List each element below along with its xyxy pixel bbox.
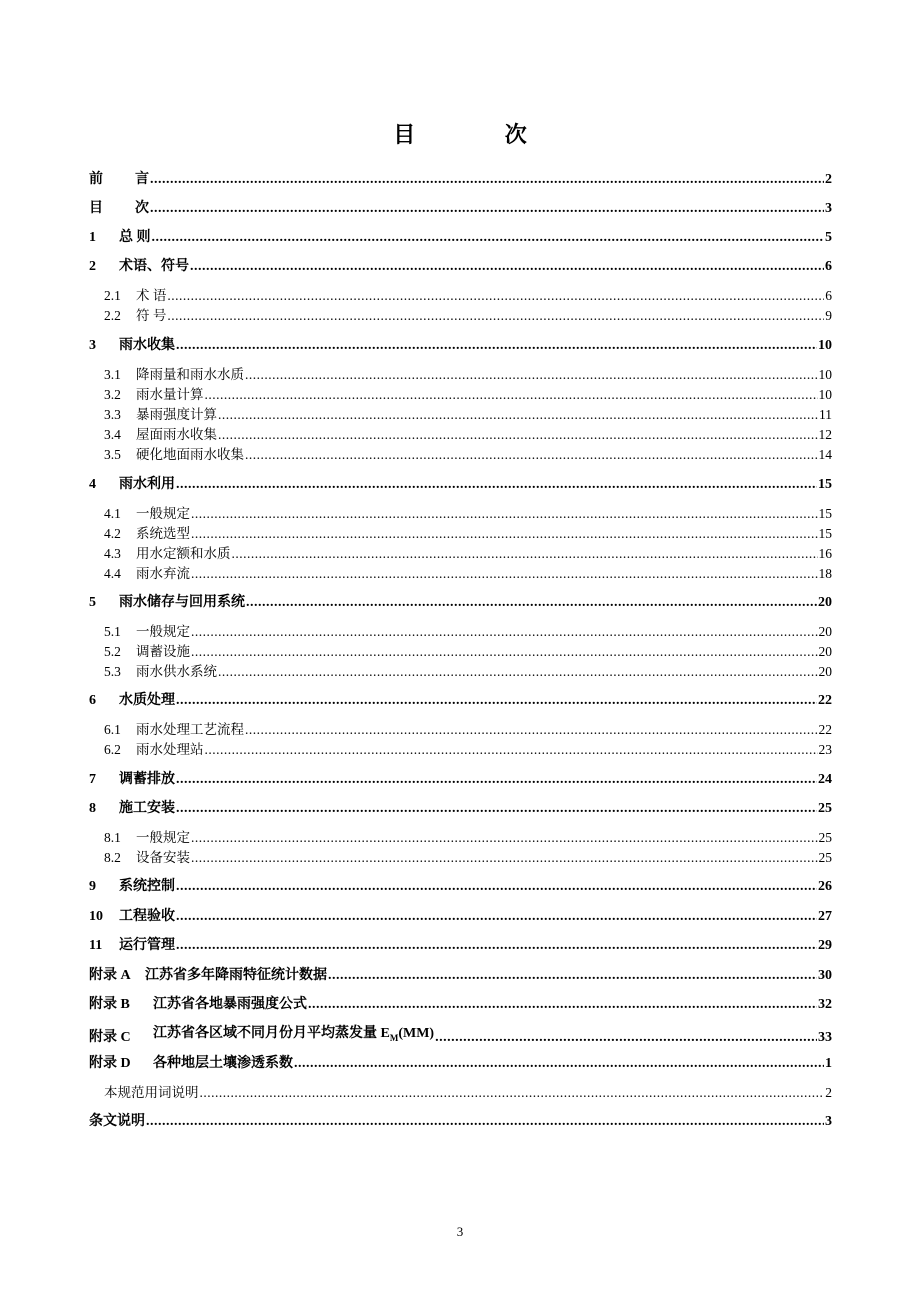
leader-dots: [294, 1055, 824, 1073]
leader-dots: [232, 545, 818, 563]
toc-entry[interactable]: [104, 406, 832, 424]
toc-entry[interactable]: [89, 200, 832, 218]
toc-entry-label: 言: [135, 172, 149, 187]
toc-entry-number: 附录 A: [89, 968, 131, 983]
toc-entry-number: 9: [89, 879, 96, 894]
leader-dots: [191, 525, 818, 543]
toc-entry-page: 12: [818, 427, 832, 442]
toc-entry-label: 次: [135, 201, 149, 216]
leader-dots: [205, 386, 818, 404]
toc-entry[interactable]: [104, 287, 832, 305]
toc-entry[interactable]: [89, 996, 832, 1014]
toc-entry-label: 雨水处理站: [136, 742, 204, 757]
toc-entry-label: 雨水处理工艺流程: [136, 722, 244, 737]
toc-entry-number: 2: [89, 259, 96, 274]
leader-dots: [190, 258, 824, 276]
leader-dots: [218, 406, 818, 424]
toc-entry-page: 20: [818, 595, 832, 610]
toc-entry-number: 5.2: [104, 644, 121, 659]
toc-entry-label: 系统控制: [119, 879, 175, 894]
toc-entry[interactable]: [104, 525, 832, 543]
toc-entry-label: 工程验收: [119, 909, 175, 924]
leader-dots: [152, 229, 825, 247]
toc-entry-page: 9: [825, 308, 832, 323]
toc-entry-label: 江苏省多年降雨特征统计数据: [145, 968, 327, 983]
toc-entry-label: 调蓄设施: [136, 644, 190, 659]
toc-entry-label: 硬化地面雨水收集: [136, 447, 244, 462]
toc-entry-page: 24: [818, 772, 832, 787]
toc-entry[interactable]: [104, 426, 832, 444]
toc-entry-page: 29: [818, 938, 832, 953]
toc-entry-label: 雨水储存与回用系统: [119, 595, 245, 610]
toc-entry-number: 4.1: [104, 506, 121, 521]
toc-entry-page: 25: [818, 850, 832, 865]
leader-dots: [205, 741, 818, 759]
leader-dots: [176, 692, 817, 710]
toc-entry-number: 3.1: [104, 367, 121, 382]
toc-entry[interactable]: [104, 721, 832, 739]
page-title: 目 次: [393, 122, 569, 147]
toc-entry-label: 术 语: [136, 288, 167, 303]
toc-entry-page: 20: [818, 624, 832, 639]
toc-entry-page: 25: [818, 830, 832, 845]
toc-entry-number: 1: [89, 230, 96, 245]
toc-entry[interactable]: [89, 800, 832, 818]
toc-entry-number: 3.3: [104, 407, 121, 422]
toc-entry-label: 设备安装: [136, 850, 190, 865]
toc-entry-number: 3.2: [104, 387, 121, 402]
toc-entry[interactable]: [104, 505, 832, 523]
toc-entry-number: 4.2: [104, 526, 121, 541]
toc-entry-number: 11: [89, 938, 103, 953]
toc-entry-page: 23: [818, 742, 832, 757]
leader-dots: [150, 171, 824, 189]
toc-entry[interactable]: [89, 771, 832, 789]
toc-entry-page: 30: [818, 968, 832, 983]
toc-entry-number: 2.2: [104, 308, 121, 323]
toc-entry-number: 8: [89, 801, 96, 816]
leader-dots: [150, 200, 824, 218]
toc-entry[interactable]: [89, 1025, 832, 1047]
toc-entry[interactable]: [104, 829, 832, 847]
toc-entry[interactable]: [104, 623, 832, 641]
leader-dots: [328, 967, 817, 985]
leader-dots: [245, 721, 818, 739]
toc-entry-label: 一般规定: [136, 506, 190, 521]
toc-entry[interactable]: [89, 692, 832, 710]
toc-entry-label: 水质处理: [119, 693, 175, 708]
toc-entry-page: 10: [818, 338, 832, 353]
toc-entry[interactable]: [104, 849, 832, 867]
toc-entry-label: 暴雨强度计算: [136, 407, 217, 422]
toc-entry[interactable]: [89, 1113, 832, 1131]
toc-entry-label: 江苏省各区域不同月份月平均蒸发量 $E_M(MM)$: [153, 1026, 435, 1043]
toc-entry-number: 3.5: [104, 447, 121, 462]
toc-entry-number: 附录 B: [89, 997, 130, 1012]
toc-entry[interactable]: [104, 307, 832, 325]
toc-entry-page: 33: [818, 1029, 832, 1045]
leader-dots: [435, 1029, 817, 1047]
leader-dots: [200, 1084, 825, 1102]
toc-entry-number: 5.3: [104, 664, 121, 679]
toc-entry-page: 16: [818, 546, 832, 561]
toc-entry-label: 术语、符号: [119, 259, 189, 274]
toc-entry-label: 一般规定: [136, 830, 190, 845]
leader-dots: [176, 337, 817, 355]
toc-entry-page: 5: [825, 230, 832, 245]
toc-entry-label: 雨水弃流: [136, 566, 190, 581]
toc-entry-page: 20: [818, 644, 832, 659]
toc-entry[interactable]: [89, 1055, 832, 1073]
toc-entry-page: 14: [818, 447, 832, 462]
toc-entry-number: 3: [89, 338, 96, 353]
leader-dots: [191, 565, 818, 583]
leader-dots: [176, 800, 817, 818]
toc-entry-number: 4.4: [104, 566, 121, 581]
leader-dots: [218, 426, 818, 444]
toc-entry-number: 8.1: [104, 830, 121, 845]
leader-dots: [191, 849, 818, 867]
toc-entry-label: 系统选型: [136, 526, 190, 541]
leader-dots: [308, 996, 817, 1014]
leader-dots: [167, 307, 824, 325]
toc-entry-number: 6.1: [104, 722, 121, 737]
toc-entry[interactable]: [89, 594, 832, 612]
leader-dots: [176, 908, 817, 926]
toc-entry[interactable]: [89, 337, 832, 355]
toc-entry-label: 屋面雨水收集: [136, 427, 217, 442]
toc-entry-page: 32: [818, 997, 832, 1012]
toc-entry-label: 用水定额和水质: [136, 546, 231, 561]
toc-entry-number: 6: [89, 693, 96, 708]
leader-dots: [176, 937, 817, 955]
toc-entry-page: 3: [825, 1114, 832, 1129]
leader-dots: [191, 643, 818, 661]
leader-dots: [191, 623, 818, 641]
toc-entry-page: 26: [818, 879, 832, 894]
toc-entry-label: 调蓄排放: [119, 772, 175, 787]
toc-entry-number: 4: [89, 477, 96, 492]
toc-entry[interactable]: [104, 663, 832, 681]
toc-entry-number: 附录 C: [89, 1029, 131, 1045]
toc-entry-label: 江苏省各地暴雨强度公式: [153, 997, 307, 1012]
toc-entry-page: 27: [818, 909, 832, 924]
toc-entry-label: 一般规定: [136, 624, 190, 639]
toc-entry[interactable]: [104, 545, 832, 563]
toc-entry[interactable]: [89, 937, 832, 955]
leader-dots: [176, 771, 817, 789]
toc-entry-label: 总 则: [119, 230, 151, 245]
toc-entry[interactable]: [89, 229, 832, 247]
toc-entry[interactable]: [89, 967, 832, 985]
toc-entry-page: 15: [818, 477, 832, 492]
toc-entry-label: 降雨量和雨水水质: [136, 367, 244, 382]
toc-entry-label: 雨水量计算: [136, 387, 204, 402]
toc-entry-page: 6: [825, 259, 832, 274]
toc-entry-number: 2.1: [104, 288, 121, 303]
toc-entry[interactable]: [104, 386, 832, 404]
toc-entry-label: 雨水供水系统: [136, 664, 217, 679]
toc-entry[interactable]: [89, 258, 832, 276]
leader-dots: [218, 663, 818, 681]
toc-entry-number: 4.3: [104, 546, 121, 561]
page-number: 3: [456, 1224, 464, 1239]
toc-entry[interactable]: [104, 741, 832, 759]
toc-entry[interactable]: [104, 565, 832, 583]
toc-entry[interactable]: [104, 1084, 832, 1102]
toc-entry-page: 11: [819, 407, 832, 422]
toc-entry-number: 6.2: [104, 742, 121, 757]
toc-entry[interactable]: [104, 446, 832, 464]
toc-entry[interactable]: [104, 643, 832, 661]
leader-dots: [245, 446, 818, 464]
toc-entry-page: 6: [825, 288, 832, 303]
toc-entry-number: 8.2: [104, 850, 121, 865]
toc-entry-number: 前: [89, 172, 103, 187]
toc-entry-number: 附录 D: [89, 1056, 131, 1071]
toc-entry-label: 条文说明: [89, 1114, 145, 1129]
toc-entry-number: 目: [89, 201, 103, 216]
leader-dots: [167, 287, 824, 305]
toc-entry-label: 符 号: [136, 308, 167, 323]
toc-entry-number: 10: [89, 909, 103, 924]
toc-entry[interactable]: [89, 878, 832, 896]
toc-entry[interactable]: [89, 908, 832, 926]
toc-entry-page: 15: [818, 506, 832, 521]
toc-entry-number: 5: [89, 595, 96, 610]
toc-entry-page: 3: [825, 201, 832, 216]
toc-entry-label: 雨水利用: [119, 477, 175, 492]
toc-entry-page: 25: [818, 801, 832, 816]
leader-dots: [176, 476, 817, 494]
toc-entry-page: 22: [818, 722, 832, 737]
toc-entry[interactable]: [89, 476, 832, 494]
toc-entry-label: 本规范用词说明: [104, 1085, 199, 1100]
subscript: M: [389, 1032, 399, 1043]
toc-entry-label: 雨水收集: [119, 338, 175, 353]
leader-dots: [191, 505, 818, 523]
toc-entry-label: 运行管理: [119, 938, 175, 953]
toc-entry-number: 7: [89, 772, 96, 787]
toc-entry-page: 18: [818, 566, 832, 581]
toc-entry-page: 22: [818, 693, 832, 708]
toc-entry[interactable]: [104, 366, 832, 384]
toc-entry-number: 3.4: [104, 427, 121, 442]
toc-entry-page: 1: [825, 1056, 832, 1071]
toc-entry-page: 10: [818, 367, 832, 382]
toc-entry-page: 20: [818, 664, 832, 679]
leader-dots: [146, 1113, 824, 1131]
leader-dots: [191, 829, 818, 847]
toc-entry-page: 10: [818, 387, 832, 402]
toc-entry-label: 施工安装: [119, 801, 175, 816]
leader-dots: [176, 878, 817, 896]
toc-entry[interactable]: [89, 171, 832, 189]
toc-entry-label: 各种地层土壤渗透系数: [153, 1056, 293, 1071]
toc-entry-page: 2: [825, 1085, 832, 1100]
leader-dots: [246, 594, 817, 612]
toc-entry-page: 15: [818, 526, 832, 541]
leader-dots: [245, 366, 818, 384]
toc-entry-number: 5.1: [104, 624, 121, 639]
toc-entry-page: 2: [825, 172, 832, 187]
